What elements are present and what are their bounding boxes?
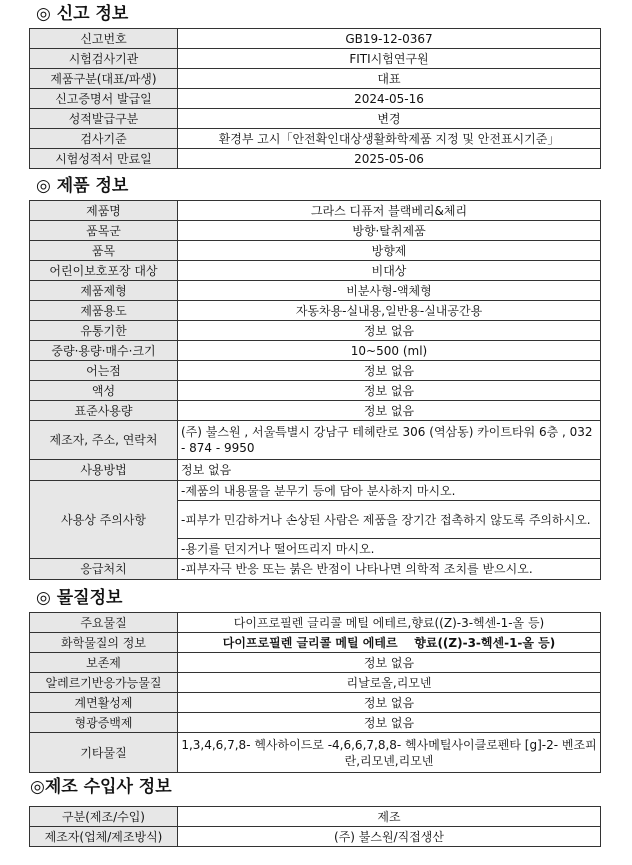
- row-value: 그라스 디퓨저 블랙베리&체리: [178, 201, 601, 221]
- manufacturer-info-table: [29, 806, 601, 847]
- row-value: 정보 없음: [178, 460, 601, 481]
- table-row: [30, 693, 601, 713]
- row-value: 다이프로필렌 글리콜 메틸 에테르 향료((Z)-3-헥센-1-올 등): [178, 633, 601, 653]
- usage-row: [30, 460, 601, 481]
- table-row: [30, 261, 601, 281]
- row-value: FITI시험연구원: [178, 49, 601, 69]
- row-value: 제조: [178, 807, 601, 827]
- row-value: 대표: [178, 69, 601, 89]
- caution-row: [30, 481, 601, 501]
- row-label: 액성: [30, 381, 178, 401]
- row-label: 알레르기반응가능물질: [30, 673, 178, 693]
- row-label: 제품구분(대표/파생): [30, 69, 178, 89]
- row-value: 리날로올,리모넨: [178, 673, 601, 693]
- row-value: 정보 없음: [178, 381, 601, 401]
- manufacturer-address: (주) 불스원 , 서울특별시 강남구 테헤란로 306 (역삼동) 카이트타워 6층 , 032 - 874 - 9950: [178, 421, 601, 460]
- table-row: [30, 241, 601, 261]
- row-value: 방향·탈취제품: [178, 221, 601, 241]
- row-label: 시험검사기관: [30, 49, 178, 69]
- row-value: 환경부 고시「안전확인대상생활화학제품 지정 및 안전표시기준」: [178, 129, 601, 149]
- table-row: [30, 221, 601, 241]
- row-value: 정보 없음: [178, 693, 601, 713]
- table-row: [30, 401, 601, 421]
- caution-item: -제품의 내용물을 분무기 등에 담아 분사하지 마시오.: [178, 481, 601, 501]
- table-row: [30, 129, 601, 149]
- row-label: 제품용도: [30, 301, 178, 321]
- first-aid-row: [30, 559, 601, 580]
- caution-label: 사용상 주의사항: [30, 481, 178, 559]
- row-value: GB19-12-0367: [178, 29, 601, 49]
- table-row: [30, 807, 601, 827]
- report-info-table: [29, 28, 601, 169]
- section-title-product: ◎ 제품 정보: [36, 176, 129, 196]
- table-row: [30, 653, 601, 673]
- row-value: 비분사형-액체형: [178, 281, 601, 301]
- table-row: [30, 713, 601, 733]
- table-row: [30, 89, 601, 109]
- product-info-table: [29, 200, 601, 580]
- row-value: 10~500 (ml): [178, 341, 601, 361]
- row-label: 계면활성제: [30, 693, 178, 713]
- row-label: 품목: [30, 241, 178, 261]
- row-label: 사용방법: [30, 460, 178, 481]
- row-value: 방향제: [178, 241, 601, 261]
- table-row: [30, 321, 601, 341]
- row-value: 정보 없음: [178, 713, 601, 733]
- table-row: [30, 49, 601, 69]
- table-row: [30, 281, 601, 301]
- table-row: [30, 149, 601, 169]
- row-label: 어는점: [30, 361, 178, 381]
- row-value: 비대상: [178, 261, 601, 281]
- row-label: 성적발급구분: [30, 109, 178, 129]
- first-aid-value: -피부자극 반응 또는 붉은 반점이 나타나면 의학적 조치를 받으시오.: [178, 559, 601, 580]
- caution-item: -용기를 던지거나 떨어뜨리지 마시오.: [178, 539, 601, 559]
- row-label: 형광증백제: [30, 713, 178, 733]
- substance-info-table: [29, 612, 601, 773]
- row-value: 2025-05-06: [178, 149, 601, 169]
- caution-item: -피부가 민감하거나 손상된 사람은 제품을 장기간 접촉하지 않도록 주의하시오.: [178, 501, 601, 539]
- row-value: 변경: [178, 109, 601, 129]
- row-label: 주요물질: [30, 613, 178, 633]
- section-title-manufacturer: ◎제조 수입사 정보: [30, 777, 172, 797]
- table-row: [30, 633, 601, 653]
- other-substances: 1,3,4,6,7,8- 헥사하이드로 -4,6,6,7,8,8- 헥사메틸사이클로펜타 [g]-2- 벤조피란,리모넨,리모넨: [178, 733, 601, 773]
- row-label: 화학물질의 정보: [30, 633, 178, 653]
- manufacturer-row: [30, 421, 601, 460]
- row-label: 보존제: [30, 653, 178, 673]
- table-row: [30, 301, 601, 321]
- table-row: [30, 733, 601, 773]
- table-row: [30, 673, 601, 693]
- row-label: 기타물질: [30, 733, 178, 773]
- row-value: 정보 없음: [178, 321, 601, 341]
- row-value: 2024-05-16: [178, 89, 601, 109]
- table-row: [30, 29, 601, 49]
- row-value: 정보 없음: [178, 401, 601, 421]
- row-label: 제품제형: [30, 281, 178, 301]
- table-row: [30, 341, 601, 361]
- row-label: 제품명: [30, 201, 178, 221]
- row-label: 시험성적서 만료일: [30, 149, 178, 169]
- row-value: 다이프로필렌 글리콜 메틸 에테르,향료((Z)-3-헥센-1-올 등): [178, 613, 601, 633]
- table-row: [30, 361, 601, 381]
- table-row: [30, 201, 601, 221]
- row-label: 신고번호: [30, 29, 178, 49]
- row-label: 검사기준: [30, 129, 178, 149]
- row-label: 신고증명서 발급일: [30, 89, 178, 109]
- row-label: 구분(제조/수입): [30, 807, 178, 827]
- row-value: (주) 불스원/직접생산: [178, 827, 601, 847]
- row-value: 정보 없음: [178, 361, 601, 381]
- row-label: 제조자, 주소, 연락처: [30, 421, 178, 460]
- row-value: 자동차용-실내용,일반용-실내공간용: [178, 301, 601, 321]
- table-row: [30, 613, 601, 633]
- section-title-substance: ◎ 물질정보: [36, 588, 123, 608]
- row-value: 정보 없음: [178, 653, 601, 673]
- row-label: 응급처치: [30, 559, 178, 580]
- row-label: 품목군: [30, 221, 178, 241]
- table-row: [30, 381, 601, 401]
- row-label: 표준사용량: [30, 401, 178, 421]
- table-row: [30, 827, 601, 847]
- table-row: [30, 109, 601, 129]
- row-label: 어린이보호포장 대상: [30, 261, 178, 281]
- row-label: 중량·용량·매수·크기: [30, 341, 178, 361]
- row-label: 제조자(업체/제조방식): [30, 827, 178, 847]
- row-label: 유통기한: [30, 321, 178, 341]
- section-title-report: ◎ 신고 정보: [36, 4, 129, 24]
- table-row: [30, 69, 601, 89]
